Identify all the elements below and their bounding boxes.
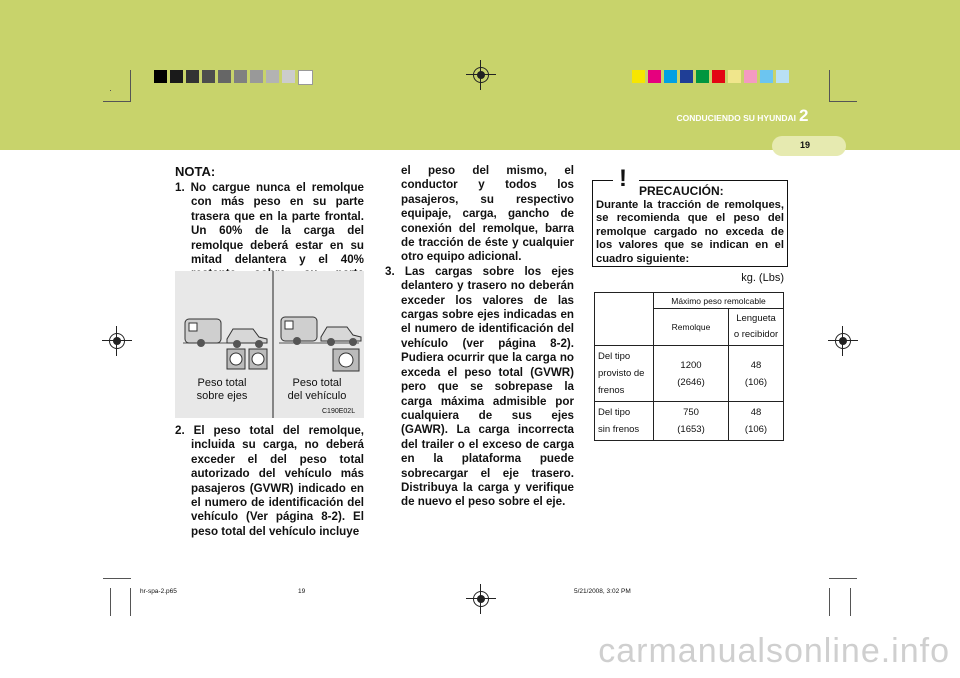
watermark-text: carmanualsonline.info: [598, 632, 950, 670]
color-swatch: [154, 70, 167, 83]
crop-mark: [829, 588, 830, 616]
section-number: 2: [799, 106, 809, 125]
registration-mark-icon: [470, 64, 492, 86]
color-swatch: [728, 70, 741, 83]
middle-column: [385, 164, 574, 510]
caution-title: PRECAUCIÓN:: [639, 184, 724, 198]
row-label: Del tipo provisto de frenos: [595, 346, 654, 402]
note-heading: NOTA:: [175, 164, 216, 179]
table-row: [595, 346, 784, 402]
crop-mark: [829, 70, 830, 101]
note-item-3: 3. Las cargas sobre los ejes delantero y trasero no deberán exceder los valores de las cargas sobre ejes indicadas en el numero de identificación del vehículo (ver página 8-2). Pudiera ocurrir que la carga no exceda el peso total (GVWR) pero que se sobrepase la carga máxima admisible por cualquiera de sus ejes (GAWR). La carga incorrecta del trailer o el exceso de carga en la plataforma puede sobrecargar el eje trasero. Distribuya la carga y verifique de nuevo el peso sobre el eje.: [385, 264, 574, 509]
note-column-lower: [175, 424, 364, 539]
row-label: Del tipo sin frenos: [595, 402, 654, 441]
color-swatch: [712, 70, 725, 83]
note-item-1: 1. No cargue nunca el remolque con más peso en su parte trasera que en la parte frontal. Un 60% de la carga del remolque deberá estar en su mitad delantera y el 40%: [175, 181, 364, 267]
warning-icon-glyph: !: [619, 165, 627, 192]
color-swatch: [648, 70, 661, 83]
color-swatch: [696, 70, 709, 83]
color-swatch: [250, 70, 263, 83]
color-swatch: [632, 70, 645, 83]
figure-label-left: Peso total sobre ejes: [196, 377, 248, 402]
crop-mark: [130, 588, 131, 616]
color-swatch: [234, 70, 247, 83]
tongue-value: 48 (106): [729, 402, 784, 441]
crop-mark: [110, 90, 111, 91]
color-swatch: [202, 70, 215, 83]
color-swatch: [282, 70, 295, 83]
crop-mark: [829, 101, 857, 102]
table-corner-cell: [595, 293, 654, 346]
trailer-value: 750 (1653): [654, 402, 729, 441]
color-swatch: [170, 70, 183, 83]
unit-label: kg. (Lbs): [741, 272, 784, 284]
tongue-value: 48 (106): [729, 346, 784, 402]
trailer-value: 1200 (2646): [654, 346, 729, 402]
crop-mark: [130, 70, 131, 101]
caution-box: [592, 165, 788, 267]
table-header-span: Máximo peso remolcable: [654, 293, 784, 309]
color-swatch: [680, 70, 693, 83]
footer-timestamp: 5/21/2008, 3:02 PM: [574, 588, 631, 595]
figure-code: C190E02L: [322, 408, 356, 415]
page-number: 19: [799, 140, 810, 150]
note-item-2: 2. El peso total del remolque, incluida su carga, no deberá exceder el del peso total autorizado del vehículo más pasajeros (GVWR) indicado en el numero de identificación del vehículo (Ver página 8-2). El peso total del vehículo incluye: [175, 424, 364, 538]
color-swatch: [744, 70, 757, 83]
color-swatch: [298, 70, 313, 85]
color-swatch: [218, 70, 231, 83]
section-title: CONDUCIENDO SU HYUNDAI: [676, 113, 796, 123]
continuation-text: el peso del mismo, el conductor y todos los pasajeros, su respectivo equipaje, carga, gancho de conexión del remolque, barra de tracción de éste y cualquier otro equipo adicional.: [401, 164, 574, 264]
color-swatch: [760, 70, 773, 83]
crop-mark: [850, 588, 851, 616]
color-swatch: [186, 70, 199, 83]
caution-body: Durante la tracción de remolques, se recomienda que el peso del remolque cargado no exceda de los valores que se indican en el cuadro siguiente:: [596, 199, 784, 265]
crop-mark: [103, 101, 131, 102]
footer-file: hr-spa-2.p65: [140, 588, 177, 595]
figure-label-right: Peso total del vehículo: [287, 377, 347, 402]
crop-mark: [103, 578, 131, 579]
table-row: [595, 402, 784, 441]
table-col-tongue: Lengueta o recibidor: [729, 309, 784, 346]
table-col-trailer: Remolque: [654, 309, 729, 346]
crop-mark: [110, 588, 111, 616]
towing-capacity-table: [594, 292, 784, 441]
footer-page: 19: [298, 588, 306, 595]
color-swatch: [664, 70, 677, 83]
crop-mark: [829, 578, 857, 579]
registration-mark-icon: [470, 588, 492, 610]
watermark-band: [0, 628, 960, 678]
registration-mark-icon: [832, 330, 854, 352]
registration-mark-icon: [106, 330, 128, 352]
color-swatch: [776, 70, 789, 83]
color-swatch: [266, 70, 279, 83]
